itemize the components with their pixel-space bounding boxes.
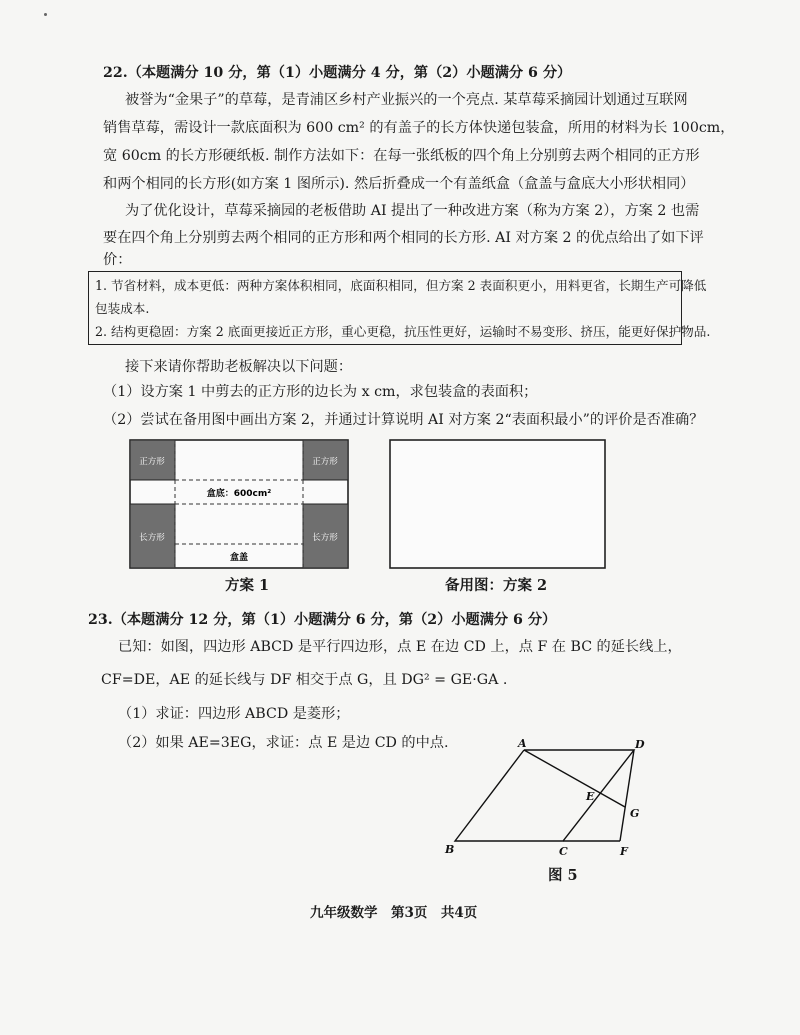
plan1-caption: 方案 1 — [225, 577, 270, 594]
q23-sub2: （2）如果 AE=3EG，求证：点 E 是边 CD 的中点. — [118, 735, 449, 751]
q23-given-line: 已知：如图，四边形 ABCD 是平行四边形，点 E 在边 CD 上，点 F 在 BC 的延长线上， — [118, 639, 682, 655]
q22-para2-line: 为了优化设计，草莓采摘园的老板借助 AI 提出了一种改进方案（称为方案 2），方案 2 也需 — [125, 203, 700, 219]
q23-sub1: （1）求证：四边形 ABCD 是菱形； — [118, 706, 350, 722]
square-label: 正方形 — [139, 457, 165, 467]
page-footer: 九年级数学 第3页 共4页 — [310, 905, 478, 921]
plan1-figure — [120, 432, 360, 577]
q22-para1-line: 和两个相同的长方形(如方案 1 图所示). 然后折叠成一个有盖纸盒（盒盖与盒底大小形状相同） — [103, 176, 695, 192]
point-label-c: C — [559, 845, 568, 858]
q22-sub2: （2）尝试在备用图中画出方案 2，并通过计算说明 AI 对方案 2“表面积最小”的评价是否准确？ — [103, 412, 704, 428]
q23-given-line: CF=DE，AE 的延长线与 DF 相交于点 G，且 DG² = GE·GA . — [101, 672, 508, 688]
rect-label: 长方形 — [139, 533, 165, 543]
scan-speck — [44, 13, 47, 16]
point-label-g: G — [630, 807, 640, 820]
rect-label: 长方形 — [312, 533, 338, 543]
parallelogram-abcd — [455, 750, 634, 841]
plan2-blank-figure — [385, 436, 610, 572]
box-bottom-label: 盒底：600cm² — [206, 489, 272, 499]
q22-para1-line: 被誉为“金果子”的草莓，是青浦区乡村产业振兴的一个亮点. 某草莓采摘园计划通过互联网 — [125, 92, 688, 108]
box-lid-label: 盒盖 — [229, 553, 249, 563]
ai-eval-line: 2. 结构更稳固：方案 2 底面更接近正方形，重心更稳，抗压性更好，运输时不易变形、挤压，能更好保护物品. — [95, 324, 711, 339]
point-label-f: F — [620, 845, 628, 858]
point-label-b: B — [445, 843, 455, 856]
segment-df — [620, 750, 634, 841]
q22-header: 22.（本题满分 10 分，第（1）小题满分 4 分，第（2）小题满分 6 分） — [103, 65, 572, 81]
point-label-e: E — [586, 790, 595, 803]
ai-eval-line: 1. 节省材料，成本更低：两种方案体积相同，底面积相同，但方案 2 表面积更小，用料更省，长期生产可降低 — [95, 278, 707, 293]
q22-para2-line: 价： — [103, 252, 132, 268]
q23-header: 23.（本题满分 12 分，第（1）小题满分 6 分，第（2）小题满分 6 分） — [88, 612, 557, 628]
ai-eval-line: 包装成本. — [95, 301, 150, 316]
q22-sub1: （1）设方案 1 中剪去的正方形的边长为 x cm，求包装盒的表面积； — [103, 384, 538, 400]
point-label-d: D — [635, 738, 645, 751]
q22-para1-line: 宽 60cm 的长方形硬纸板. 制作方法如下：在每一张纸板的四个角上分别剪去两个相同的正方形 — [103, 148, 700, 164]
square-label: 正方形 — [312, 457, 338, 467]
segment-ag — [524, 750, 625, 807]
figure-5-caption: 图 5 — [548, 867, 578, 884]
plan2-caption: 备用图：方案 2 — [445, 577, 548, 594]
figure-5-parallelogram — [438, 735, 663, 860]
point-label-a: A — [518, 737, 527, 750]
q22-para2-line: 要在四个角上分别剪去两个相同的正方形和两个相同的长方形. AI 对方案 2 的优点给出了如下评 — [103, 230, 704, 246]
q22-intro: 接下来请你帮助老板解决以下问题： — [125, 359, 353, 375]
ai-evaluation-box — [88, 271, 711, 345]
q22-para1-line: 销售草莓，需设计一款底面积为 600 cm² 的有盖子的长方体快递包装盒，所用的材料为长 100cm， — [103, 120, 735, 136]
